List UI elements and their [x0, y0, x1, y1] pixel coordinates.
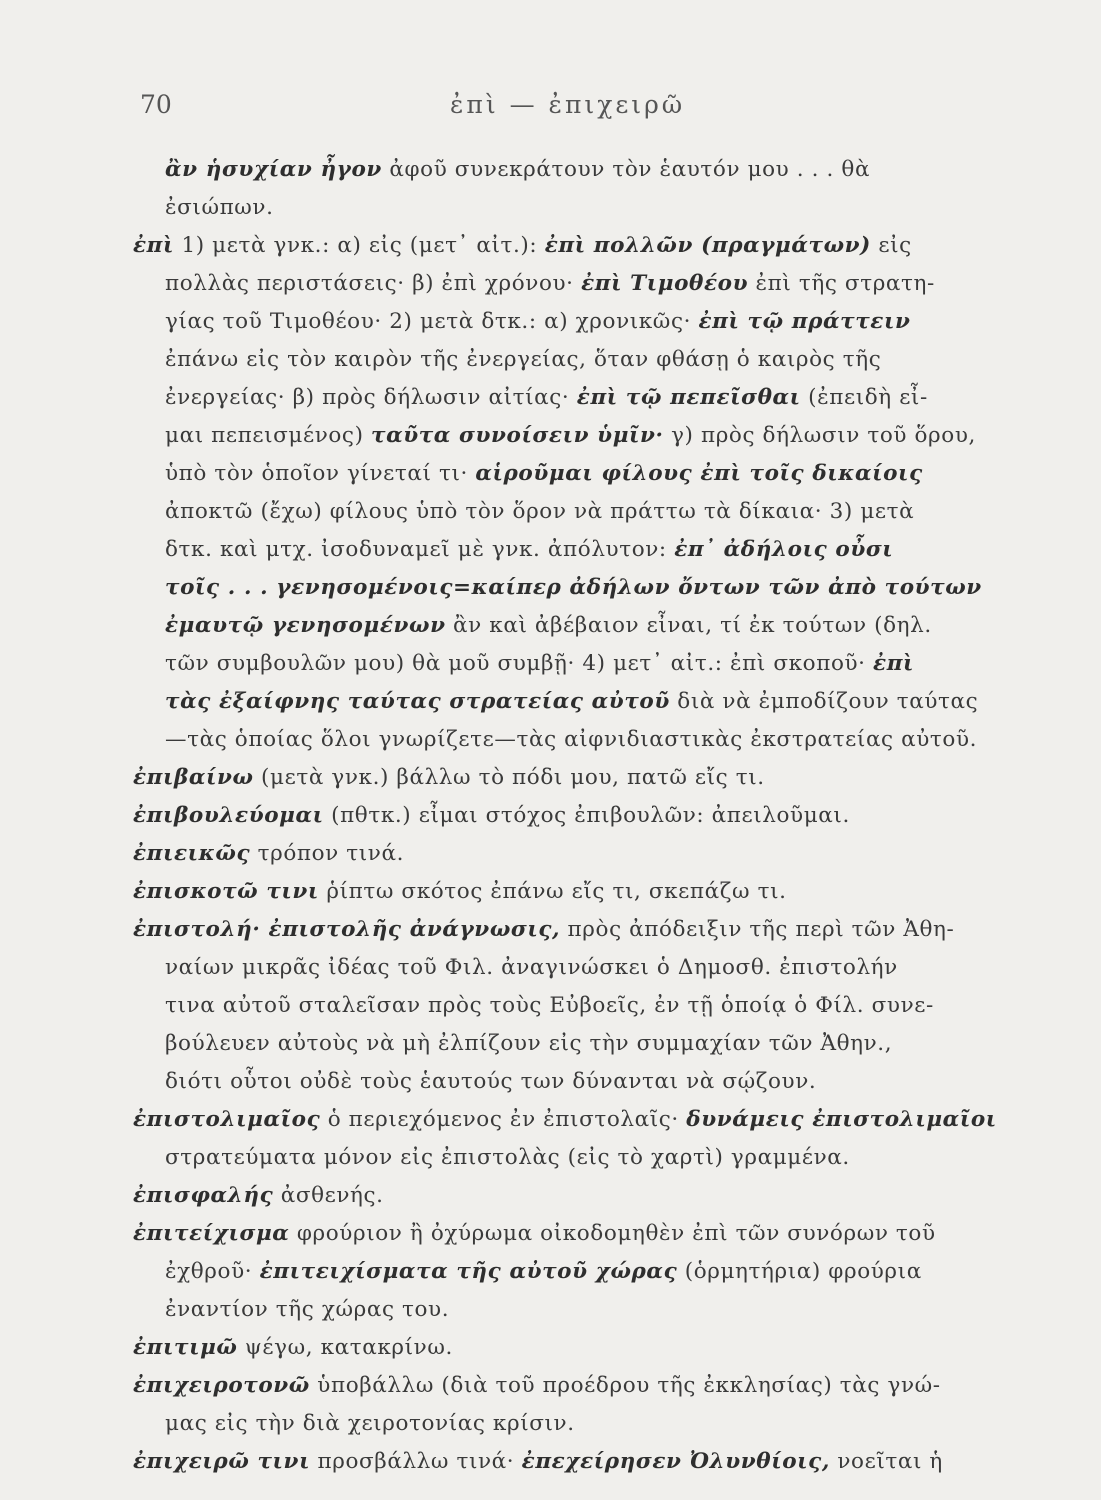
body-text: πολλὰς περιστάσεις· β) ἐπὶ χρόνου· — [165, 271, 582, 296]
headword-text: ἐπισφαλής — [133, 1183, 274, 1208]
entry-epieikos — [133, 839, 404, 869]
headword-text: ἐπιτείχισμα — [133, 1221, 290, 1246]
text-line — [165, 307, 910, 337]
entry-epiteichisma — [133, 1219, 936, 1249]
headword-text: ἐπιτειχίσματα τῆς αὐτοῦ χώρας — [259, 1259, 678, 1284]
text-line — [165, 1143, 850, 1173]
entry-epicheirotono — [133, 1371, 941, 1401]
entry-epibaino — [133, 763, 765, 793]
headword-text: ταῦτα συνοίσειν ὑμῖν· — [371, 423, 664, 448]
headword-text: ἐπὶ Τιμοθέου — [581, 271, 749, 296]
body-text: 1) μετὰ γνκ.: α) εἰς (μετ᾽ αἰτ.): — [174, 233, 545, 258]
entry-epistolimaios — [133, 1105, 997, 1135]
body-text: ἀφοῦ συνεκράτουν τὸν ἑαυτόν μου . . . θὰ — [381, 157, 871, 182]
text-line — [165, 573, 982, 603]
text-line — [165, 687, 978, 717]
text-line — [165, 459, 923, 489]
body-text: τῶν συμβουλῶν μου) θὰ μοῦ συμβῇ· 4) μετ᾽ αἰτ.: ἐπὶ σκοποῦ· — [165, 651, 874, 676]
running-head: ἐπὶ — ἐπιχειρῶ — [450, 90, 686, 119]
body-text: ἐπάνω εἰς τὸν καιρὸν τῆς ἐνεργείας, ὅταν φθάσῃ ὁ καιρὸς τῆς — [165, 347, 882, 372]
page-header — [140, 90, 960, 130]
body-text: φρούριον ἢ ὀχύρωμα οἰκοδομηθὲν ἐπὶ τῶν συνόρων τοῦ — [289, 1221, 936, 1246]
entry-epistole — [133, 915, 954, 945]
page-number: 70 — [140, 90, 172, 119]
body-text: (ὁρμητήρια) φρούρια — [677, 1259, 922, 1284]
entry-epi — [133, 231, 912, 261]
body-text: ἐπὶ τῆς στρατη- — [748, 271, 935, 296]
text-line — [165, 1029, 892, 1059]
body-text: δτκ. καὶ μτχ. ἰσοδυναμεῖ μὲ γνκ. ἀπόλυτον: — [165, 537, 675, 562]
headword-text: ἐπιβουλεύομαι — [133, 803, 324, 828]
body-text: διὰ νὰ ἐμποδίζουν ταύτας — [669, 689, 979, 714]
body-text: νοεῖται ἡ — [829, 1449, 943, 1474]
body-text: εἰς — [870, 233, 912, 258]
text-line — [165, 1295, 449, 1325]
body-text: ἀποκτῶ (ἔχω) φίλους ὑπὸ τὸν ὅρον νὰ πράττω τὰ δίκαια· 3) μετὰ — [165, 499, 915, 524]
headword-text: ἐπὶ πολλῶν (πραγμάτων) — [544, 233, 871, 258]
headword-text: τοῖς . . . γενησομένοις=καίπερ ἀδήλων ὄντων τῶν ἀπὸ τούτων — [165, 575, 982, 600]
headword-text: ἐπιστολιμαῖος — [133, 1107, 321, 1132]
headword-text: αἱροῦμαι φίλους ἐπὶ τοῖς δικαίοις — [475, 461, 923, 486]
body-text: μαι πεπεισμένος) — [165, 423, 371, 448]
body-text: ὑποβάλλω (διὰ τοῦ προέδρου τῆς ἐκκλησίας) τὰς γνώ- — [309, 1373, 941, 1398]
headword-text: ἐπὶ τῷ πεπεῖσθαι — [576, 385, 801, 410]
text-line — [165, 497, 914, 527]
entry-epibouleuomai — [133, 801, 850, 831]
headword-text: ἐμαυτῷ γενησομένων — [165, 613, 446, 638]
body-text: ναίων μικρᾶς ἰδέας τοῦ Φιλ. ἀναγινώσκει ὁ Δημοσθ. ἐπιστολήν — [165, 955, 898, 980]
text-line — [165, 1257, 922, 1287]
body-text: (ἐπειδὴ εἶ- — [800, 385, 928, 410]
text-line — [165, 1409, 575, 1439]
body-text: τινα αὐτοῦ σταλεῖσαν πρὸς τοὺς Εὐβοεῖς, ἐν τῇ ὁποίᾳ ὁ Φίλ. συνε- — [165, 993, 934, 1018]
headword-text: τὰς ἐξαίφνης ταύτας στρατείας αὐτοῦ — [165, 689, 670, 714]
text-line — [165, 649, 914, 679]
body-text: ὑπὸ τὸν ὁποῖον γίνεταί τι· — [165, 461, 476, 486]
body-text: ψέγω, κατακρίνω. — [237, 1335, 453, 1360]
body-text: μας εἰς τὴν διὰ χειροτονίας κρίσιν. — [165, 1411, 575, 1436]
text-line — [165, 991, 934, 1021]
headword-text: ἐπιστολή· ἐπιστολῆς ἀνάγνωσις, — [133, 917, 561, 942]
entry-epicheiro — [133, 1447, 943, 1477]
headword-text: ἐπιτιμῶ — [133, 1335, 238, 1360]
headword-text: ἐπὶ τῷ πράττειν — [698, 309, 911, 334]
body-text: —τὰς ὁποίας ὅλοι γνωρίζετε—τὰς αἰφνιδιαστικὰς ἐκστρατείας αὐτοῦ. — [165, 727, 978, 752]
text-line — [165, 193, 274, 223]
body-text: ἐνεργείας· β) πρὸς δήλωσιν αἰτίας· — [165, 385, 577, 410]
body-text: ἂν καὶ ἀβέβαιον εἶναι, τί ἐκ τούτων (δηλ. — [445, 613, 932, 638]
body-text: γίας τοῦ Τιμοθέου· 2) μετὰ δτκ.: α) χρονικῶς· — [165, 309, 699, 334]
body-text: ὁ περιεχόμενος ἐν ἐπιστολαῖς· — [320, 1107, 687, 1132]
text-line — [165, 269, 935, 299]
body-text: προσβάλλω τινά· — [310, 1449, 522, 1474]
headword-text: δυνάμεις ἐπιστολιμαῖοι — [686, 1107, 997, 1132]
text-line — [165, 611, 932, 641]
body-text: στρατεύματα μόνον εἰς ἐπιστολὰς (εἰς τὸ χαρτὶ) γραμμένα. — [165, 1145, 850, 1170]
body-text: πρὸς ἀπόδειξιν τῆς περὶ τῶν Ἀθη- — [560, 917, 955, 942]
text-line — [165, 421, 976, 451]
body-text: ἐσιώπων. — [165, 195, 274, 220]
headword-text: ἐπιβαίνω — [133, 765, 254, 790]
body-text: ἐχθροῦ· — [165, 1259, 260, 1284]
text-line — [165, 725, 977, 755]
text-line — [165, 535, 893, 565]
text-line — [165, 1067, 816, 1097]
entry-episkoto — [133, 877, 787, 907]
body-text: (πθτκ.) εἶμαι στόχος ἐπιβουλῶν: ἀπειλοῦμαι. — [323, 803, 850, 828]
body-text: ἐναντίον τῆς χώρας του. — [165, 1297, 450, 1322]
body-text: γ) πρὸς δήλωσιν τοῦ ὅρου, — [663, 423, 976, 448]
body-text: τρόπον τινά. — [250, 841, 405, 866]
text-line — [165, 383, 928, 413]
body-text: (μετὰ γνκ.) βάλλω τὸ πόδι μου, πατῶ εἴς τι. — [253, 765, 765, 790]
headword-text: ἐπ᾽ ἀδήλοις οὖσι — [674, 537, 894, 562]
body-text: ἀσθενής. — [273, 1183, 384, 1208]
headword-text: ἐπὶ — [873, 651, 915, 676]
body-text: ῥίπτω σκότος ἐπάνω εἴς τι, σκεπάζω τι. — [318, 879, 787, 904]
entry-episphales — [133, 1181, 384, 1211]
headword-text: ἐπισκοτῶ τινι — [133, 879, 319, 904]
headword-text: ἐπιεικῶς — [133, 841, 251, 866]
headword-text: ἐπιχειρῶ τινι — [133, 1449, 311, 1474]
body-text: διότι οὗτοι οὐδὲ τοὺς ἑαυτούς των δύνανται νὰ σῴζουν. — [165, 1069, 817, 1094]
text-line — [165, 345, 881, 375]
headword-text: ἂν ἡσυχίαν ἦγον — [165, 157, 382, 182]
headword-text: ἐπὶ — [133, 233, 175, 258]
headword-text: ἐπιχειροτονῶ — [133, 1373, 310, 1398]
entry-epitimo — [133, 1333, 453, 1363]
headword-text: ἐπεχείρησεν Ὀλυνθίοις, — [521, 1449, 830, 1474]
text-line — [165, 953, 898, 983]
body-text: βούλευεν αὐτοὺς νὰ μὴ ἐλπίζουν εἰς τὴν συμμαχίαν τῶν Ἀθην., — [165, 1031, 893, 1056]
text-line — [165, 155, 870, 185]
